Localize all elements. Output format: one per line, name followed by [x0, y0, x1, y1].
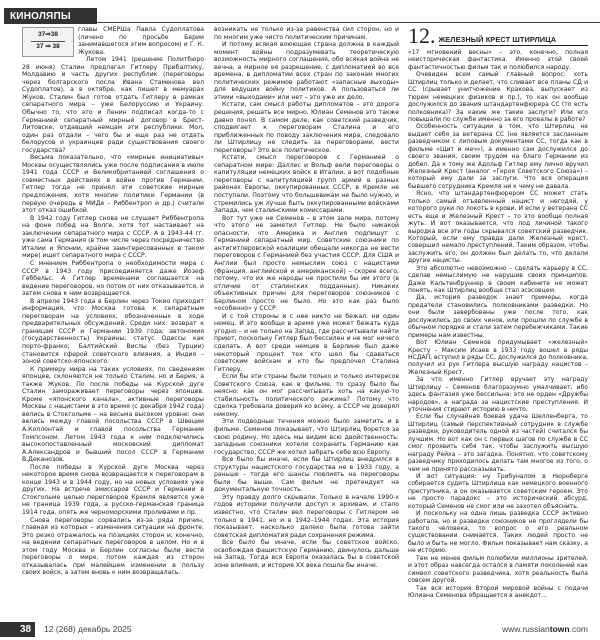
paragraph: Если бы эти страны были только и только интересов Советского Союза, как в фильме, то сразу было бы неясно: как он мог рассчитывать хоть на какую-то стабильность политического режима? Потому что сделка требовала доверия ко всему, а СССР не доверял никому. [214, 373, 399, 418]
site-url-prefix: www.russian [502, 624, 550, 634]
site-url[interactable] [502, 624, 588, 634]
paragraph: Да, история разведок знает примеры, когда предатели становились полковниками разведки. Но они были завербованы уже после того, как дослужились до своих чинов, или прошли по службе в обычном порядке и стали затем перебежчиками. Такие примеры нам известны. [408, 294, 588, 339]
inset-bottom-text: 37 ⇒ 38 [36, 43, 60, 50]
page-footer [0, 622, 600, 640]
site-url-bold: town [549, 624, 570, 634]
paragraph: Кстати, смысл переговоров с Германией о сепаратном мире: Даллес и Вольф вели переговоры о капитуляции немецких войск в Италии, а вот подобные переговоры с капитуляцией групп армий в разных районах Европы, оккупированных СССР, в Кремле не поступали. Поэтому что большевикам не было нужно, и стремились уж лучше быть оккупированными войсками Запада, чем сталинскими комиссарами. [214, 154, 399, 215]
paragraph: И потому всякая воюющая страна должна в каждый момент войны подразумевать теоретическую возможность мирного соглашения, обо всякая война не вечна, а мирное ее разрешение, с дипломатией во все времена, в дипломатии всех стран по законам многих политических режимов работают «запасные выходы» для ведущих войну политиков. А пользоваться ли этими «выходами» или нет – это уже их дело. [214, 41, 399, 101]
paragraph: Эту правду долго скрывали. Только в начале 1990-х годов историки получили доступ к архивам, и стало известно, что Сталин вел переговоры с Гитлером не только в 1941, но и в 1942–1944 годах. Эта история показывает, насколько далеко была готова зайти советская дипломатия ради сохранения режима. [214, 493, 399, 539]
paragraph: Вот Юлиан Семенов придумывает «железный» Кресту – Максим Исаев в 1933 году вошел в ряды НСДАП, вступил в ряды СС, дослужился до полковника, получил из рук Гитлера высшую награду нацистов – Железный Крест. [408, 339, 588, 376]
site-url-suffix: .com [569, 624, 588, 634]
paragraph: И с той стороны и с нее никто не бежал. ни один немец. И это вообще в аремя уже может бежать куда угодно – и не только на Запад, где рассчитывали найти приют, поскольку Гитлер был бессилен и не мог ничего сделать. А вот среди немцев в Берлине был даже некоторый процент тех кто шел бы сдаваться советским войскам и кто бы предпочел Сталина Гитлеру. [214, 312, 399, 373]
paragraph: Тем не менее фильм полюбили миллионы зрителей, и этот образ навсегда остался в памяти поколений как символ советского разведчика, хотя реальность была совсем другой. [408, 554, 588, 585]
paragraph: К примеру мира на таких условиях, по сведениям японцев, склоняются не только Сталин, но и Берия, а также Жуков. По после победы на Курской дуге Сталин замораживает переговоры через японцев. Кроме «японского канала», активные переговоры Москвы с нацистами в это время (с декабря 1942 года) велись в Стокгольме – на весьма высоком уровне: они велись между главой посольства СССР в Швеции А.Коллонтай и главой посольства Германии Томпсоном. Летом 1943 года к ним подключились высокопоставленный московский дипломат А.Александров и бывший посол СССР в Германии В.Деканозов. [22, 365, 204, 464]
paragraph: Если бы случайная боевая удача Шелленберга, то Штирлиц (самый перспективный сотрудник в службе разведки, руководитель одной из частей) считался бы лучшим. Но вот как он с первых шагов по службе в СС смог проявить себя так, чтобы заслужить высшую награду Рейха – это загадка. Понятно, что советскому разведчику приходилось делать там многое из того, о чем не принято рассказывать. [408, 413, 588, 473]
article-number: 12. [408, 26, 436, 48]
issue-info: 12 (268) декабрь 2025 [44, 624, 132, 634]
section-tab [4, 4, 600, 23]
paragraph: Все было бы иначе, если бы советское войско, освобождая фашистскую Германию, двинулось дальше на Запад. Тогда вся Европа оказалась бы в советской зоне влияния, и история ХХ века пошла бы иначе. [214, 539, 399, 569]
paragraph: С мнением Риббентропа о необходимости мира с СССР в 1943 году присоединяется даже Йозеф Геббельс. А Гитлер временами соглашается на ведение переговоров, но потом от них отказывается, и затем снова к ним возвращается. [22, 259, 204, 298]
paragraph: Все было бы иначе, если бы Штирлиц внедрился в структуры нацистского государства не в 1933 году, а раньше – тогда его шансы повлиять на переговоры были бы выше. Сам фильм не претендует на документальную точность. [214, 456, 399, 494]
article-heading [408, 26, 588, 46]
paragraph: Это абсолютно невозможно – сделать карьеру в СС, сделав немыслимую не нарушив своих принципов. Даже Кальтенбруннер в своем кабинете не может понять, как Штирлиц вообще стал эсэсовцем. [408, 264, 588, 294]
paragraph: В 1942 году Гитлер снова не слушает Риббентропа на фоне побед на Волге, хотя тот настаивает на заключении сепаратного мира с СССР. А в 1943-44 гг. уже сама Германия (в том числе через посредничество Италии и Японии, крайне заинтересованных в таком мире) ищет сепаратного мира с СССР. [22, 214, 204, 260]
inset-graphic [22, 27, 74, 57]
paragraph: возникать не только из-за равенства сил сторон, но и по многим уже чисто политическим причинам. [214, 26, 399, 41]
paragraph: За что именно Гитлер вручает эту награду Штирлицу – Семенов благоразумно умалчивает, ибо здесь фантазия уже бессильна: это не орден «Дружбы народов», а награда за нацистские преступления. И уточнения стирают историю в ничто. [408, 376, 588, 413]
paragraph: Особенность ситуации в том, что Штирлиц не выдает себя за ветерана СС (не является засланным разведчиком с липовым документами СС, тогда как в фильме «Щит и меч»), а именно сам дослужился до своего звания, своим трудом на благо Германии из добел. Да к тому же Адольф Гитлер ему лично вручил Железный Крест (аналог «Героя Советского Союза») – который ему дали за заслуги. Что вся операция бывшего сотрудника Кремля ни к чему не давала. [408, 123, 588, 190]
paragraph: Летом 1941 (решение Политбюро 28 июня) Сталин предлагал Гитлеру Прибалтику, Молдавию и часть других республик (переговоры через болгарского посла Ивана Стаменова вел Судоплатов), а в октябре, как пишет в мемуарах Жуков, Сталин был готов отдать Гитлеру в рамках сепаратного мира – уже Белоруссию и Украину. Обычно то, что это и Ленин подписал когда-то с Германией сепаратный мирный договор в Брест-Литовске, отдавший немцам эти республики. Мол, один раз отдали – чего бы и еще раз не отдать белорусов и украинцев ради существования своего государства? [22, 56, 204, 154]
paragraph: И поскольку на одна лишь разведка СССР активно работала, но и разведки союзников не проглядели бы такого человека, то вопрос о его реальном существовании снимается. Таких людей просто не было и быть не могло. Фильм показывает нам сказку, а не историю. [408, 510, 588, 555]
page-body [22, 26, 588, 608]
paragraph: Весьма показательно, что «мирные инициативы» Москвы осуществлялись уже после подписания в июле 1941 года СССР и Великобританией соглашения о совместных действиях в войне против Германии. Гитлер тогда не принял эти советские мирные предложения, хотя многие политики Германии (в первую очередь в МИДе – Риббентроп и др.) считали этот отказ ошибкой. [22, 154, 204, 215]
paragraph: Так вся история Второй мировой войны с подачи Юлиана Семенова обращается в анекдот… [408, 584, 588, 599]
paragraph: После победы в Курской дуге Москва через некоторое время снова возвращается к переговорам в конце 1943 и в 1944 году, но на новых условиях уже других. На встрече эмиссаров СССР и Германии в Стокгольме целью переговоров Кремля является уже не граница 1939 года, а русско-германская граница 1914 года, опять же черноморскими проливами и пр. [22, 463, 204, 516]
article-title: ЖЕЛЕЗНЫЙ КРЕСТ ШТИРЛИЦА [439, 36, 589, 46]
paragraph: «17 мгновений весны» – это, конечно, полная неисторическая фантастика. Именно этой своей фантастичностью фильм так и полюбился народу. [408, 49, 588, 71]
inset-divider [31, 41, 65, 42]
page-number: 38 [0, 622, 35, 637]
paragraph: В апреле 1943 года в Берлин через Токио приходит информация, что Москва готова к сепаратным переговорам на условиях, обозначенных в ходе предварительных обсуждений. Среди них: возврат к границам СССР и Германии 1939 года; автономия (государственность) Украины; статус Одессы как порто-франко; Балтийский Вислы (без Турции) становится сферой советского влияния, а Индия – зоной советско-японского. [22, 297, 204, 366]
paragraph: Вот тут уже не Семенов – в этом зале мира, потому что этого не заметил Гитлер. Не было никакой опасности, что Америка и Англия подпишут с Германией сепаратный мир. Советские союзники по антигитлеровской коалиции обещали никогда не вести переговоров с Германией без участия СССР. Для США и Англии был просто немыслим союз с нацистами (Франция, английской и американской) – скорее всего, потому, что их же народы не простили бы им этого (в отличие от сталинских подданных). Никаких объективных причин для переговоров союзников с Берлином просто не было. Но это как раз было «особенно» у СССР. [214, 214, 399, 313]
paragraph: И вот ситуация: ну Трибуналом в Нюрнберге собирается судить Штирлица как немецкого военного преступника, а он оказывается советским героем. Это не просто парадокс – это исторический абсурд, который Семенов не смог или не захотел объяснить. [408, 472, 588, 510]
inset-top-text: 37⇒38 [38, 31, 58, 38]
paragraph: главы СМЕРШа Павла Судоплатова (личено по просьбе Берии занимавшегося этим вопросом) и Г. К. Жукова. [78, 26, 204, 56]
paragraph: Эти подводные течения можно было заметить и в фильме. Семенов показывает, что Штирлиц борется за свою родину. Но здесь мы видим всю двойственность: западные союзники хотели сохранить Германию как государство, СССР же хотел забрать себе всю Европу. [214, 418, 399, 456]
paragraph: Очевиден всем самый главный вопрос: хоть Штирлиц только и делает, что сливает все планы СД и СС (срывает унитчожение Кракова, выпускает из тюрем немецких физиков и пр.), то как он вообще дослужился до звания штандартенфюрера СС (то есть полковника)? За какие же такие заслуги? Или его повышали по службе именно за его провалы в работе? [408, 71, 588, 123]
paragraph: Кстати, сам смысл работы дипломатов – это дорога решения, решать все мирно. Юлиан Семенов это также давно понял. В самом деле, как советский разведчик, сподвигает к переговорам Сталина и его приближенных по поводу заключения мира, следовало ли Штирлицу не следить за переговорами, вести переговоры? Это все политическое. [214, 101, 399, 154]
column-1 [22, 26, 204, 608]
section-label: КИНОЛЯПЫ [4, 8, 97, 24]
paragraph: Снова переговоры сорвались из-за ряда причин, главная из которых – изменения ситуации на фронте. Это резко отражалось на позициях сторон и, конечно, на ведении сепаратных переговоров в целом. Но и в этом году Москва и Берлин согласны были вести переговоры о мире, потом каждая из сторон отказывалась при малейшем изменении в пользу своих войск, а затем вновь к ним возвращалась. [22, 516, 204, 577]
column-2 [214, 26, 399, 608]
column-3 [408, 26, 588, 608]
paragraph: Ясно, что штандартенфюрером СС может стать только самый отъявленный нацист и негодяй, у которого руки по локоть в крови. И если у ветерана СС есть еще и Железный Крест – то это вообще полная жуть. И вот оказывается, что под личиной такого выродка все эти годы скрывался советский разведчик. Который, если ему правда дали Железный крест, совершил немало преступлений. Таким образом, чтобы заслужить его, он должен был делать то, что делали другие нацисты. [408, 190, 588, 265]
